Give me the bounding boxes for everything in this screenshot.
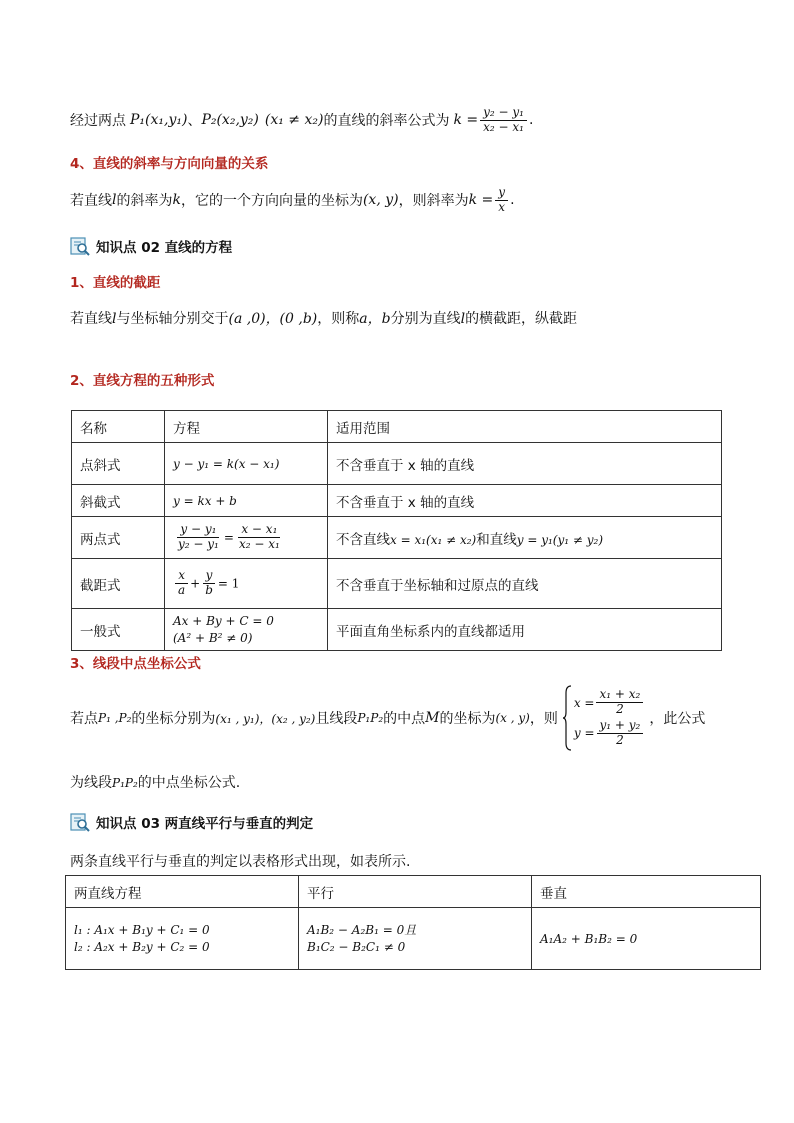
row-eq: $\frac{x}{a}$ + $\frac{y}{b}$ = 1	[165, 559, 328, 609]
line-forms-table	[71, 410, 722, 651]
tp-d1: y₂ − y₁	[178, 537, 219, 551]
s1-text-c: ，则称	[317, 311, 360, 327]
row-eq	[165, 485, 328, 517]
section1-line	[70, 308, 577, 328]
s3-text-h-seg: P₁P₂	[112, 776, 138, 790]
table-row	[72, 517, 722, 559]
tp-n1: y − y₁	[177, 523, 219, 538]
kp02-title: 知识点 02 直线的方程	[96, 240, 233, 256]
slope-end: .	[529, 112, 534, 128]
eq-l2: l₂ : A₂x + B₂y + C₂ = 0	[74, 939, 210, 954]
kp03-heading	[70, 812, 313, 832]
th-perpendicular: 垂直	[532, 876, 761, 908]
intercept-frac-1	[175, 569, 188, 598]
sx-lhs: x =	[573, 695, 595, 710]
intercept-frac-2	[202, 569, 216, 598]
s1-text-d: 分别为直线	[390, 311, 461, 327]
slope-middle: 的直线的斜率公式为	[323, 113, 450, 129]
s3-text-d: 的中点	[383, 711, 426, 727]
left-brace	[562, 685, 572, 751]
two-point-frac-2	[236, 523, 283, 552]
s4-text-a: 若直线	[70, 193, 112, 209]
midpoint-line-2	[70, 772, 240, 792]
cell-perpendicular	[532, 908, 761, 970]
eq-l1: l₁ : A₁x + B₁y + C₁ = 0	[74, 922, 210, 937]
scope-b: x = x₁(x₁ ≠ x₂)	[390, 532, 477, 547]
perp: A₁A₂ + B₁B₂ = 0	[540, 931, 638, 946]
row-scope: 不含垂直于 x 轴的直线	[328, 485, 722, 517]
s4-num: y	[495, 186, 508, 201]
par-1: A₁B₂ − A₂B₁ = 0且	[307, 922, 417, 937]
s3-c1: (x₁ , y₁)，(x₂ , y₂)	[215, 711, 316, 726]
s1-ab: a，b	[359, 311, 391, 327]
section1-title: 1、直线的截距	[70, 275, 161, 291]
ic-n2: y	[203, 569, 216, 584]
table-row	[72, 443, 722, 485]
slope-prefix: 经过两点	[70, 113, 126, 129]
scope-c: 和直线	[476, 531, 517, 548]
s3-m: M	[425, 710, 440, 726]
s1-text-a: 若直线	[70, 311, 112, 327]
table-row	[72, 559, 722, 609]
s3-c2: (x , y)	[495, 711, 530, 725]
section4-line	[70, 180, 515, 220]
th-name: 名称	[72, 411, 165, 443]
row-scope: 不含垂直于 x 轴的直线	[328, 443, 722, 485]
parallel-perp-table	[65, 875, 761, 970]
sy-den: 2	[616, 732, 624, 747]
ic-d2: b	[205, 583, 213, 597]
kp02-heading	[70, 236, 232, 256]
s1-text-e: 的横截距，纵截距	[465, 311, 578, 327]
row-name: 一般式	[72, 609, 165, 651]
magnifier-book-icon	[70, 236, 90, 256]
magnifier-book-icon	[70, 812, 90, 832]
slope-numerator: y₂ − y₁	[480, 106, 527, 121]
ic-n1: x	[175, 569, 188, 584]
two-point-frac-1	[175, 523, 222, 552]
scope-d: y = y₁(y₁ ≠ y₂)	[516, 532, 604, 547]
s3-text-g: ，此公式	[649, 711, 706, 727]
row-name: 两点式	[72, 517, 165, 559]
s1-text-b: 与坐标轴分别交于	[116, 311, 229, 327]
section4-title: 4、直线的斜率与方向向量的关系	[70, 156, 269, 172]
s4-fraction	[495, 186, 508, 215]
s3-text-e: 的坐标为	[439, 711, 496, 727]
sy-num: y₁ + y₂	[597, 719, 644, 734]
th-parallel: 平行	[299, 876, 532, 908]
section3-title: 3、线段中点坐标公式	[70, 656, 201, 672]
s3-p: P₁ ,P₂	[98, 711, 132, 725]
th-two-lines: 两直线方程	[66, 876, 299, 908]
kp03-title: 知识点 03 两直线平行与垂直的判定	[96, 816, 314, 832]
p2-label: P₂(x₂,y₂)	[201, 112, 259, 128]
tp-d2: x₂ − x₁	[238, 537, 280, 551]
scope-a: 不含直线	[336, 531, 390, 548]
par-2: B₁C₂ − B₂C₁ ≠ 0	[307, 939, 406, 954]
tp-n2: x − x₁	[238, 523, 280, 538]
ic-rhs: = 1	[217, 576, 240, 591]
s4-k: k	[172, 192, 181, 208]
row-eq: $\frac{\text{y − y₁}}{\text{y₂ − y₁}}$ = $\frac{\text{x − x₁}}{\text{x₂ − x₁}}$	[165, 517, 328, 559]
eq-general-1: Ax + By + C = 0	[173, 614, 274, 629]
sx-den: 2	[616, 702, 624, 717]
s4-l: l	[112, 192, 117, 208]
slope-fraction	[480, 106, 527, 135]
s3-text-h-b: 的中点坐标公式.	[137, 775, 241, 791]
cell-equations	[66, 908, 299, 970]
section2-title: 2、直线方程的五种形式	[70, 373, 215, 389]
sy-lhs: y =	[573, 726, 595, 741]
separator: 、	[187, 113, 202, 129]
table-row	[72, 609, 722, 651]
row-scope: 平面直角坐标系内的直线都适用	[328, 609, 722, 651]
s3-text-h-a: 为线段	[70, 775, 112, 791]
table-row	[66, 908, 761, 970]
s3-text-b: 的坐标分别为	[131, 711, 216, 727]
slope-formula-line	[70, 100, 533, 140]
row-name: 点斜式	[72, 443, 165, 485]
row-eq	[165, 609, 328, 651]
eq-point-slope: y − y₁ = k(x − x₁)	[173, 456, 280, 471]
row-name: 斜截式	[72, 485, 165, 517]
midpoint-system	[562, 685, 646, 751]
p1-label: P₁(x₁,y₁)	[130, 112, 188, 128]
eq-slope-intercept: y = kx + b	[173, 493, 237, 508]
s1-l: l	[112, 311, 117, 327]
row-scope	[328, 517, 722, 559]
row-name: 截距式	[72, 559, 165, 609]
k-lhs: k =	[453, 112, 479, 128]
s3-seg: P₁P₂	[357, 711, 384, 725]
s4-den: x	[498, 199, 506, 214]
s1-l2: l	[460, 311, 466, 327]
s4-k-lhs: k =	[468, 192, 494, 208]
s4-text-c: ，它的一个方向向量的坐标为	[180, 193, 363, 209]
ic-d1: a	[178, 583, 186, 597]
intro03-text: 两条直线平行与垂直的判定以表格形式出现，如表所示.	[70, 854, 411, 870]
th-equation: 方程	[165, 411, 328, 443]
row-scope: 不含垂直于坐标轴和过原点的直线	[328, 559, 722, 609]
row-eq	[165, 443, 328, 485]
s4-text-b: 的斜率为	[116, 193, 173, 209]
cell-parallel	[299, 908, 532, 970]
s1-pts: (a ,0)，(0 ,b)	[228, 311, 318, 327]
table-row	[72, 485, 722, 517]
th-scope: 适用范围	[328, 411, 722, 443]
slope-denominator: x₂ − x₁	[483, 119, 524, 134]
condition: (x₁ ≠ x₂)	[264, 112, 324, 128]
s3-text-c: 且线段	[315, 711, 358, 727]
midpoint-line	[70, 682, 705, 754]
s4-text-d: ，则斜率为	[398, 193, 469, 209]
eq-general-2: (A² + B² ≠ 0)	[173, 630, 253, 645]
s4-end: .	[510, 192, 515, 208]
s3-text-a: 若点	[70, 711, 98, 727]
s3-text-f: ，则	[529, 711, 558, 727]
s4-vec: (x, y)	[362, 192, 399, 208]
sx-num: x₁ + x₂	[596, 688, 643, 703]
